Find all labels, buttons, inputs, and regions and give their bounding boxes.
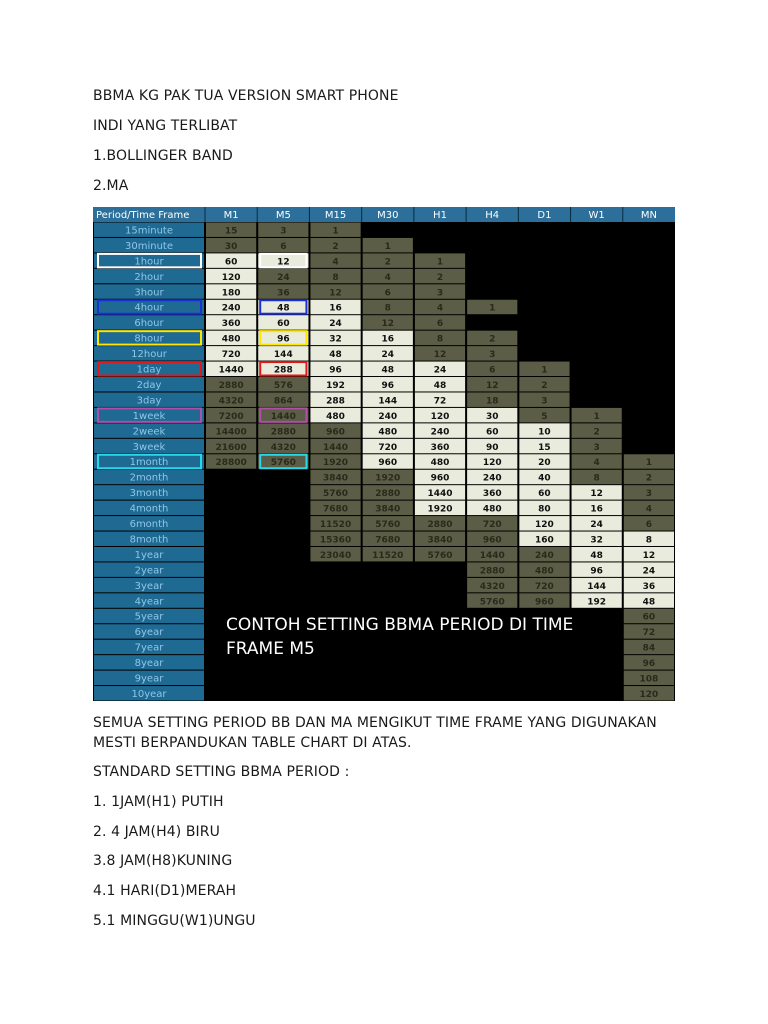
row-label: 2week — [132, 426, 166, 438]
cell-value: 108 — [639, 674, 659, 685]
instruction-paragraph: SEMUA SETTING PERIOD BB DAN MA MENGIKUT TIME FRAME YANG DIGUNAKAN MESTI BERPANDUKAN TABLE CHART DI ATAS. — [93, 715, 657, 751]
cell-value: 3840 — [375, 504, 401, 515]
cell-value: 1440 — [270, 411, 296, 422]
cell-value: 480 — [430, 458, 450, 469]
column-header-w1: W1 — [588, 210, 605, 221]
row-label: 3week — [132, 441, 166, 453]
cell-value: 1440 — [479, 550, 505, 561]
column-header-m1: M1 — [223, 210, 239, 221]
cell-value: 1 — [489, 303, 496, 314]
cell-value: 12 — [277, 257, 290, 268]
cell-value: 160 — [535, 535, 554, 546]
list-item-4: 4.1 HARI(D1)MERAH — [93, 883, 237, 899]
row-label: 7year — [134, 642, 164, 654]
cell-value: 36 — [277, 288, 290, 299]
cell-value: 7680 — [323, 504, 349, 515]
cell-value: 4 — [384, 272, 391, 283]
cell-value: 240 — [378, 411, 398, 422]
cell-value: 2 — [436, 272, 444, 283]
cell-value: 4320 — [218, 396, 244, 407]
cell-value: 960 — [482, 535, 502, 546]
cell-value: 48 — [590, 550, 603, 561]
cell-value: 144 — [378, 396, 398, 407]
cell-value: 960 — [378, 458, 398, 469]
cell-value: 60 — [224, 257, 238, 268]
cell-value: 48 — [277, 303, 290, 314]
cell-value: 2880 — [479, 566, 505, 577]
row-label: 1week — [132, 410, 166, 422]
cell-value: 6 — [645, 520, 653, 531]
cell-value: 15 — [538, 442, 551, 453]
cell-value: 1 — [645, 458, 653, 469]
cell-value: 12 — [642, 550, 656, 561]
column-header-m5: M5 — [275, 210, 291, 221]
cell-value: 16 — [590, 504, 603, 515]
cell-value: 40 — [538, 473, 551, 484]
cell-value: 480 — [535, 566, 554, 577]
cell-value: 6 — [489, 365, 496, 376]
cell-value: 3 — [593, 442, 600, 453]
row-label: 2day — [136, 379, 162, 391]
cell-value: 16 — [381, 334, 395, 345]
row-label: 6month — [129, 519, 169, 531]
cell-value: 24 — [642, 566, 656, 577]
cell-value: 360 — [430, 442, 450, 453]
cell-value: 21600 — [215, 442, 247, 453]
row-label: 3hour — [134, 287, 164, 299]
cell-value: 18 — [485, 396, 499, 407]
cell-value: 7680 — [375, 535, 401, 546]
cell-value: 960 — [535, 597, 554, 608]
row-label: 4month — [129, 503, 169, 515]
cell-value: 480 — [221, 334, 241, 345]
cell-value: 23040 — [319, 550, 352, 561]
row-label: 8month — [129, 534, 169, 546]
cell-value: 120 — [221, 272, 241, 283]
column-header-d1: D1 — [537, 210, 552, 221]
cell-value: 120 — [639, 690, 659, 700]
row-label: 1day — [136, 364, 162, 376]
row-label: 15minute — [125, 225, 173, 237]
cell-value: 144 — [273, 350, 293, 361]
cell-value: 90 — [485, 442, 499, 453]
cell-value: 8 — [645, 535, 653, 546]
row-label: 3day — [136, 395, 162, 407]
cell-value: 192 — [587, 597, 607, 608]
cell-value: 96 — [329, 365, 342, 376]
cell-value: 24 — [329, 319, 342, 330]
cell-value: 2880 — [427, 520, 453, 531]
standard-heading: STANDARD SETTING BBMA PERIOD : — [93, 764, 350, 780]
cell-value: 3840 — [427, 535, 453, 546]
cell-value: 288 — [273, 365, 293, 376]
cell-value: 2880 — [375, 489, 401, 500]
cell-value: 1440 — [323, 442, 349, 453]
cell-value: 7200 — [218, 411, 244, 422]
cell-value: 360 — [482, 489, 502, 500]
row-label: 2year — [134, 565, 164, 577]
doc-title: BBMA KG PAK TUA VERSION SMART PHONE — [93, 88, 399, 104]
period-table-svg — [93, 207, 675, 701]
cell-value: 1440 — [427, 489, 453, 500]
cell-value: 4320 — [270, 442, 296, 453]
chart-caption-line-1: CONTOH SETTING BBMA PERIOD DI TIME — [226, 615, 574, 635]
cell-value: 12 — [485, 380, 499, 391]
cell-value: 4 — [332, 257, 339, 268]
list-item-5: 5.1 MINGGU(W1)UNGU — [93, 913, 256, 929]
row-label: 6year — [134, 627, 164, 639]
row-label: 9year — [134, 673, 164, 685]
cell-value: 1920 — [323, 458, 349, 469]
cell-value: 15360 — [319, 535, 352, 546]
cell-value: 2 — [541, 380, 548, 391]
cell-value: 96 — [381, 380, 395, 391]
cell-value: 720 — [378, 442, 398, 453]
cell-value: 48 — [433, 380, 447, 391]
row-label: 10year — [131, 689, 167, 700]
cell-value: 12 — [590, 489, 603, 500]
cell-value: 15 — [224, 226, 238, 237]
cell-value: 12 — [381, 319, 395, 330]
cell-value: 240 — [482, 473, 502, 484]
cell-value: 60 — [277, 319, 290, 330]
cell-value: 1 — [593, 411, 600, 422]
cell-value: 240 — [221, 303, 241, 314]
cell-value: 2 — [384, 257, 391, 268]
cell-value: 24 — [277, 272, 290, 283]
cell-value: 3 — [436, 288, 444, 299]
cell-value: 3840 — [323, 473, 349, 484]
cell-value: 6 — [384, 288, 391, 299]
cell-value: 10 — [538, 427, 551, 438]
cell-value: 12 — [329, 288, 342, 299]
row-label: 1year — [134, 549, 164, 561]
cell-value: 60 — [485, 427, 499, 438]
cell-value: 96 — [277, 334, 290, 345]
cell-value: 16 — [329, 303, 342, 314]
list-item-2: 2. 4 JAM(H4) BIRU — [93, 824, 220, 840]
row-label: 4hour — [134, 302, 164, 314]
cell-value: 2 — [593, 427, 600, 438]
chart-caption-line-2: FRAME M5 — [226, 639, 315, 659]
cell-value: 1920 — [427, 504, 453, 515]
column-header-m15: M15 — [324, 210, 347, 221]
column-header-h1: H1 — [433, 210, 447, 221]
cell-value: 5760 — [479, 597, 505, 608]
cell-value: 36 — [642, 581, 656, 592]
cell-value: 30 — [485, 411, 499, 422]
cell-value: 4320 — [479, 581, 505, 592]
cell-value: 4 — [645, 504, 653, 515]
cell-value: 5760 — [427, 550, 453, 561]
cell-value: 720 — [535, 581, 554, 592]
row-label: 1month — [129, 457, 169, 469]
cell-value: 1 — [436, 257, 444, 268]
cell-value: 32 — [329, 334, 342, 345]
cell-value: 84 — [642, 643, 656, 654]
row-label: 8hour — [134, 333, 164, 345]
cell-value: 1920 — [375, 473, 401, 484]
indicator-item-1: 1.BOLLINGER BAND — [93, 148, 233, 164]
cell-value: 80 — [538, 504, 551, 515]
cell-value: 3 — [280, 226, 287, 237]
cell-value: 8 — [384, 303, 391, 314]
cell-value: 240 — [535, 550, 554, 561]
cell-value: 48 — [329, 350, 342, 361]
cell-value: 720 — [482, 520, 502, 531]
cell-value: 1 — [384, 241, 391, 252]
cell-value: 3 — [541, 396, 548, 407]
cell-value: 2880 — [270, 427, 296, 438]
list-item-3: 3.8 JAM(H8)KUNING — [93, 853, 233, 869]
indicator-item-2: 2.MA — [93, 178, 129, 194]
cell-value: 8 — [436, 334, 444, 345]
cell-value: 576 — [273, 380, 293, 391]
cell-value: 960 — [430, 473, 450, 484]
row-label: 2month — [129, 472, 169, 484]
cell-value: 72 — [433, 396, 447, 407]
cell-value: 96 — [642, 659, 656, 670]
cell-value: 144 — [587, 581, 607, 592]
cell-value: 6 — [280, 241, 287, 252]
row-label: 4year — [134, 596, 164, 608]
cell-value: 720 — [221, 350, 241, 361]
cell-value: 2 — [645, 473, 653, 484]
cell-value: 8 — [332, 272, 339, 283]
cell-value: 120 — [535, 520, 554, 531]
cell-value: 360 — [221, 319, 241, 330]
cell-value: 12 — [433, 350, 447, 361]
cell-value: 5760 — [323, 489, 349, 500]
period-timeframe-table — [93, 207, 675, 701]
cell-value: 2 — [489, 334, 496, 345]
cell-value: 480 — [326, 411, 345, 422]
cell-value: 2 — [332, 241, 339, 252]
cell-value: 60 — [538, 489, 551, 500]
cell-value: 5760 — [375, 520, 401, 531]
cell-value: 192 — [326, 380, 345, 391]
cell-value: 72 — [642, 628, 656, 639]
cell-value: 5760 — [270, 458, 296, 469]
cell-value: 14400 — [215, 427, 247, 438]
row-label: 3month — [129, 488, 169, 500]
list-item-1: 1. 1JAM(H1) PUTIH — [93, 794, 224, 810]
row-label: 6hour — [134, 318, 164, 330]
cell-value: 864 — [273, 396, 293, 407]
cell-value: 48 — [642, 597, 656, 608]
cell-value: 1 — [541, 365, 548, 376]
cell-value: 24 — [590, 520, 603, 531]
cell-value: 32 — [590, 535, 603, 546]
column-header-h4: H4 — [485, 210, 500, 221]
cell-value: 11520 — [372, 550, 404, 561]
cell-value: 120 — [430, 411, 450, 422]
cell-value: 288 — [326, 396, 345, 407]
cell-value: 24 — [433, 365, 447, 376]
cell-value: 960 — [326, 427, 345, 438]
cell-value: 24 — [381, 350, 395, 361]
column-header-mn: MN — [640, 210, 657, 221]
cell-value: 180 — [221, 288, 241, 299]
cell-value: 6 — [436, 319, 444, 330]
cell-value: 5 — [541, 411, 548, 422]
cell-value: 2880 — [218, 380, 244, 391]
indicator-heading: INDI YANG TERLIBAT — [93, 118, 238, 134]
cell-value: 3 — [489, 350, 496, 361]
row-label: 8year — [134, 658, 164, 670]
row-label: 12hour — [131, 349, 167, 361]
cell-value: 60 — [642, 612, 656, 623]
cell-value: 480 — [378, 427, 398, 438]
row-label: 1hour — [134, 256, 164, 268]
cell-value: 1440 — [218, 365, 244, 376]
cell-value: 4 — [436, 303, 444, 314]
corner-header: Period/Time Frame — [96, 210, 190, 221]
cell-value: 28800 — [215, 458, 247, 469]
row-label: 30minute — [125, 240, 173, 252]
row-label: 3year — [134, 580, 164, 592]
cell-value: 8 — [593, 473, 600, 484]
row-label: 5year — [134, 611, 164, 623]
cell-value: 96 — [590, 566, 603, 577]
cell-value: 1 — [332, 226, 339, 237]
cell-value: 48 — [381, 365, 395, 376]
cell-value: 30 — [224, 241, 238, 252]
cell-value: 480 — [482, 504, 502, 515]
cell-value: 20 — [538, 458, 551, 469]
cell-value: 4 — [593, 458, 600, 469]
column-header-m30: M30 — [377, 210, 399, 221]
cell-value: 120 — [482, 458, 502, 469]
cell-value: 11520 — [319, 520, 352, 531]
cell-value: 3 — [645, 489, 653, 500]
cell-value: 240 — [430, 427, 450, 438]
row-label: 2hour — [134, 271, 164, 283]
